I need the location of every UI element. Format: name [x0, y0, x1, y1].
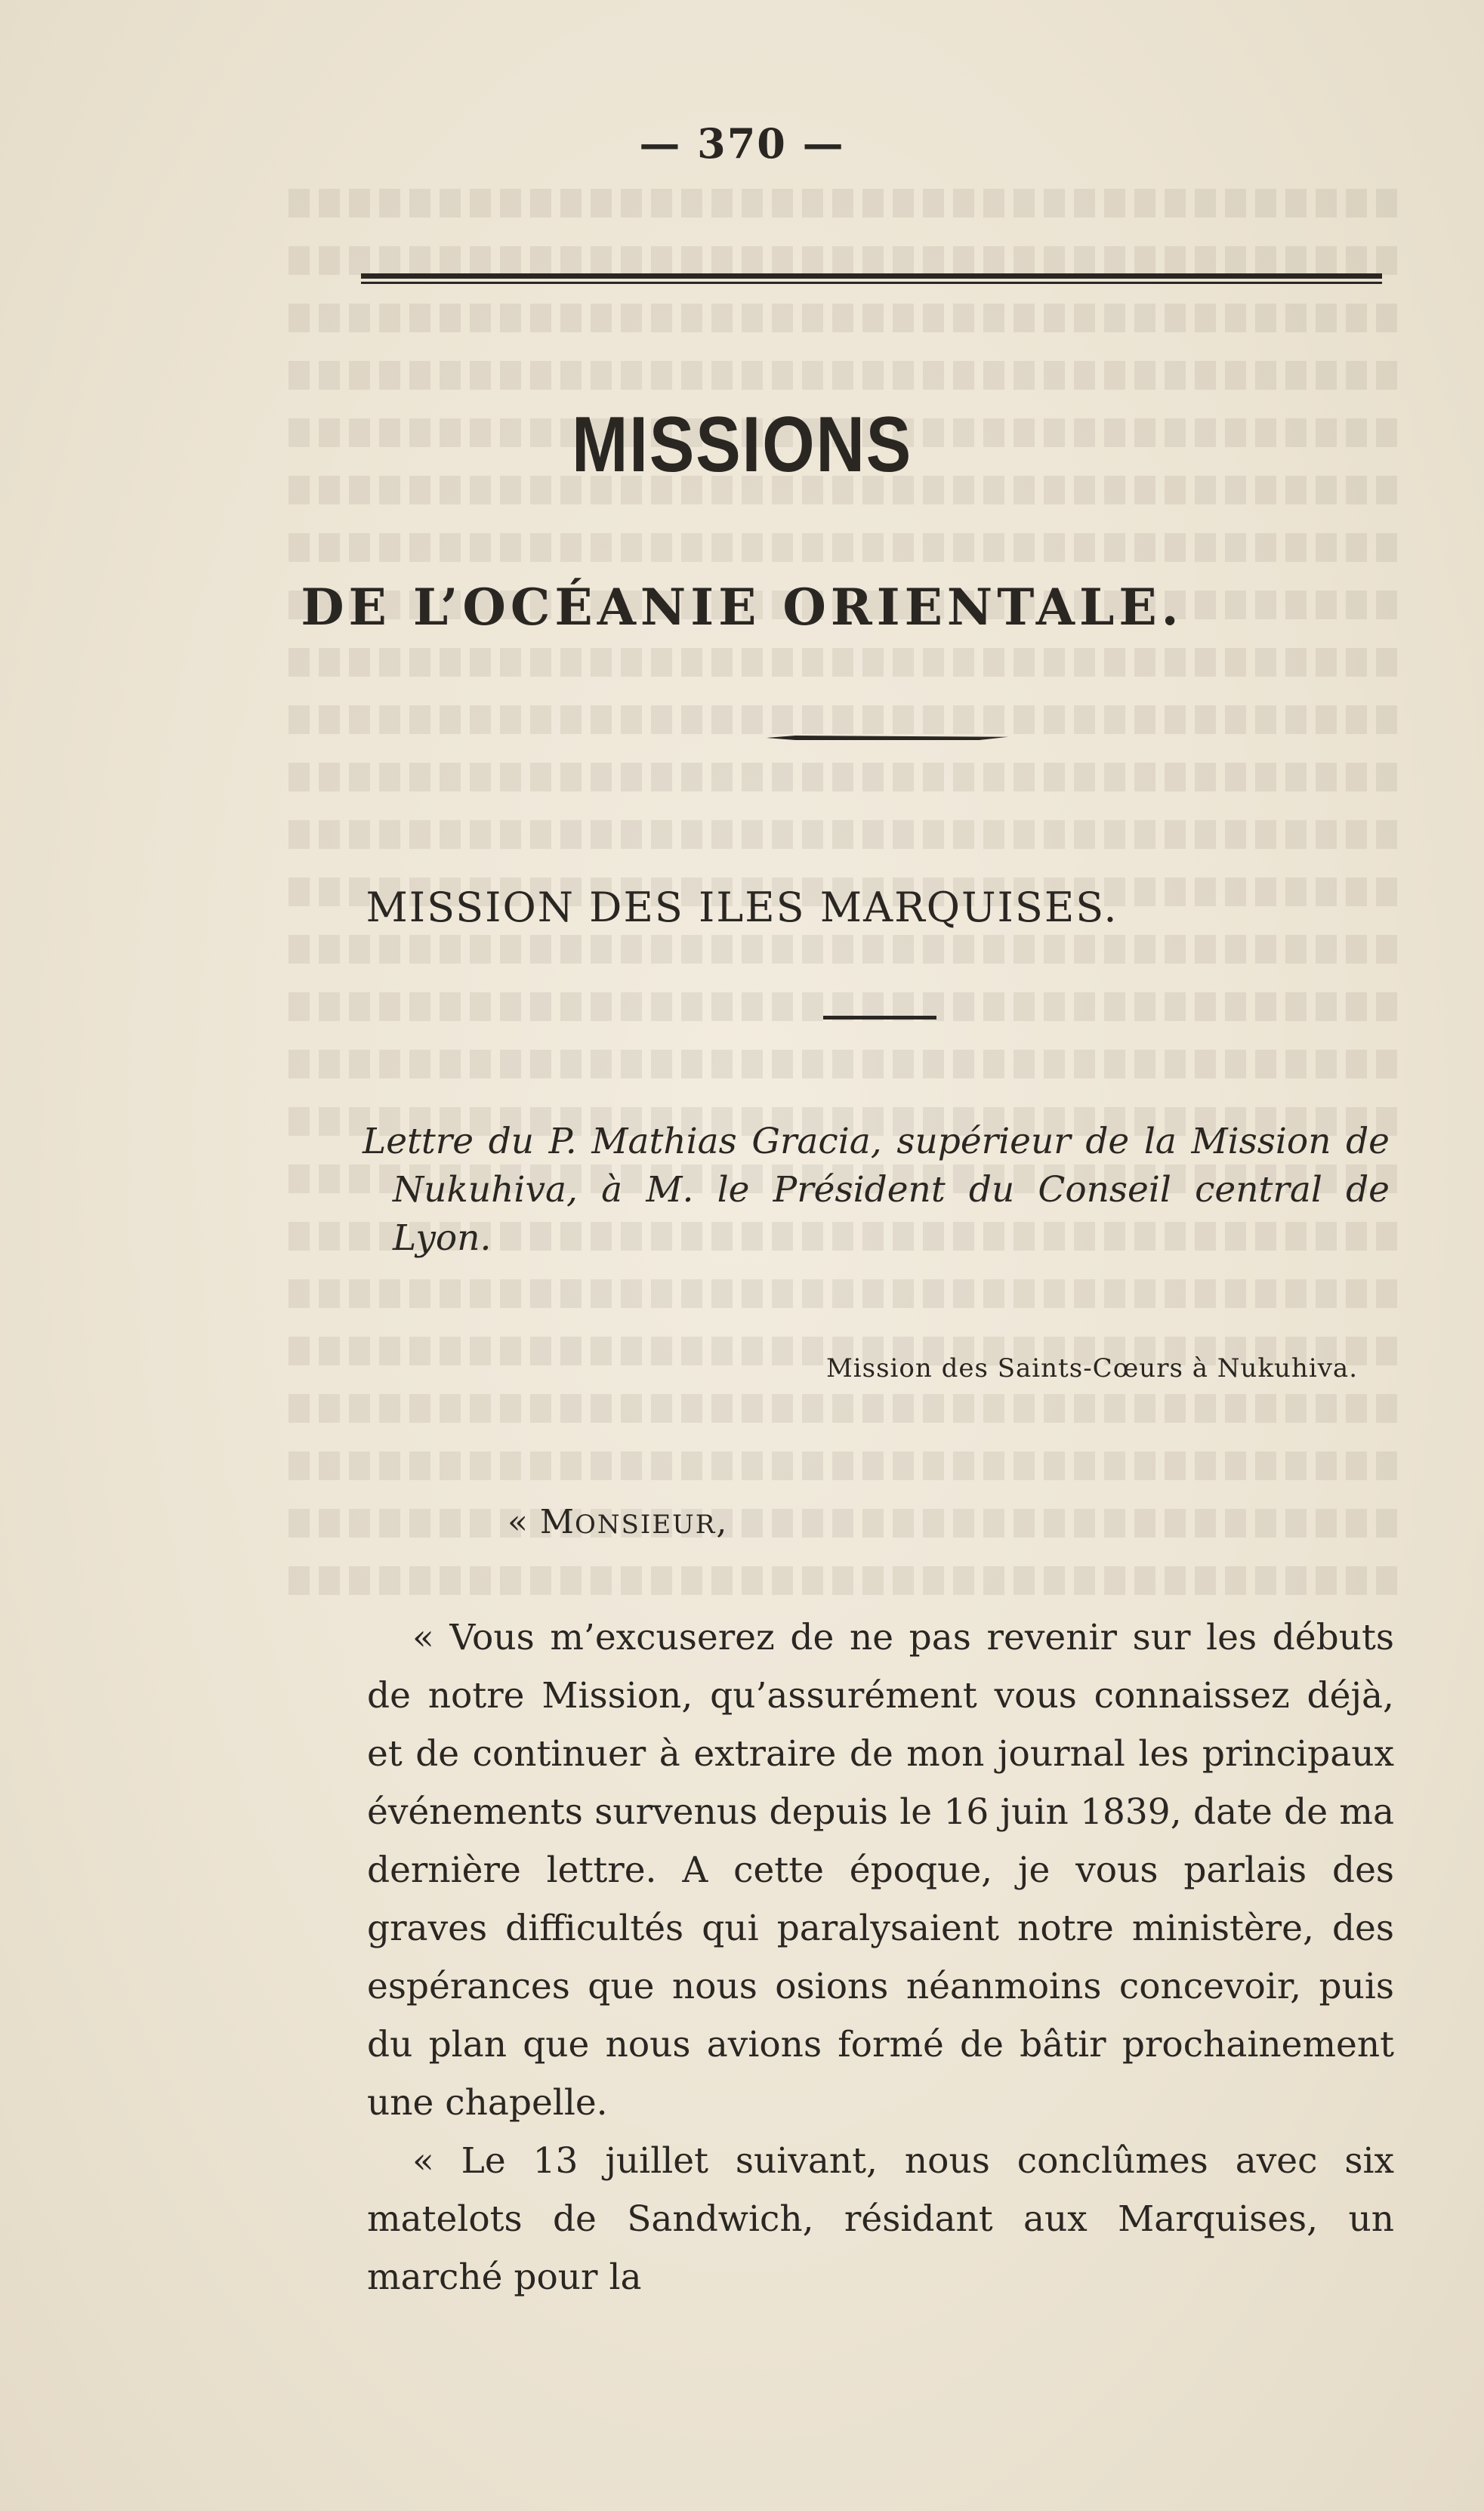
header-double-rule	[361, 273, 1382, 285]
salutation-open: « M	[508, 1503, 575, 1541]
main-title: MISSIONS	[571, 401, 913, 489]
letter-heading-line-2: Nukuhiva, à M. le Président du Conseil central de Lyon.	[393, 1169, 1390, 1259]
section-title: MISSION DES ILES MARQUISES.	[366, 884, 1118, 931]
dateline: Mission des Saints-Cœurs à Nukuhiva.	[825, 1353, 1358, 1384]
page-number: — 370 —	[639, 119, 845, 168]
salutation	[508, 1503, 727, 1541]
salutation-name: ONSIEUR	[574, 1510, 717, 1540]
letter-heading-line-1: Lettre du P. Mathias Gracia, supérieur de la Mission de	[363, 1121, 1390, 1162]
subtitle: DE L’OCÉANIE ORIENTALE.	[301, 578, 1183, 637]
paragraph: « Vous m’excuserez de ne pas revenir sur les débuts de notre Mission, qu’assurément vous connaissez déjà, et de continuer à extraire de mon journal les principaux événements survenus depuis le 16 juin 1839, date de ma dernière lettre. A cette époque, je vous parlais des graves difficultés qui paralysaient notre ministère, des espérances que nous osions néanmoins concevoir, puis du plan que nous avions formé de bâtir prochainement une chapelle.	[367, 1617, 1394, 2124]
salutation-comma: ,	[716, 1503, 728, 1541]
paragraph: « Le 13 juillet suivant, nous conclûmes avec six matelots de Sandwich, résidant aux Marquises, un marché pour la	[367, 2140, 1394, 2298]
short-divider	[823, 1016, 936, 1020]
body-text	[367, 1609, 1394, 2306]
letter-heading	[363, 1118, 1390, 1263]
